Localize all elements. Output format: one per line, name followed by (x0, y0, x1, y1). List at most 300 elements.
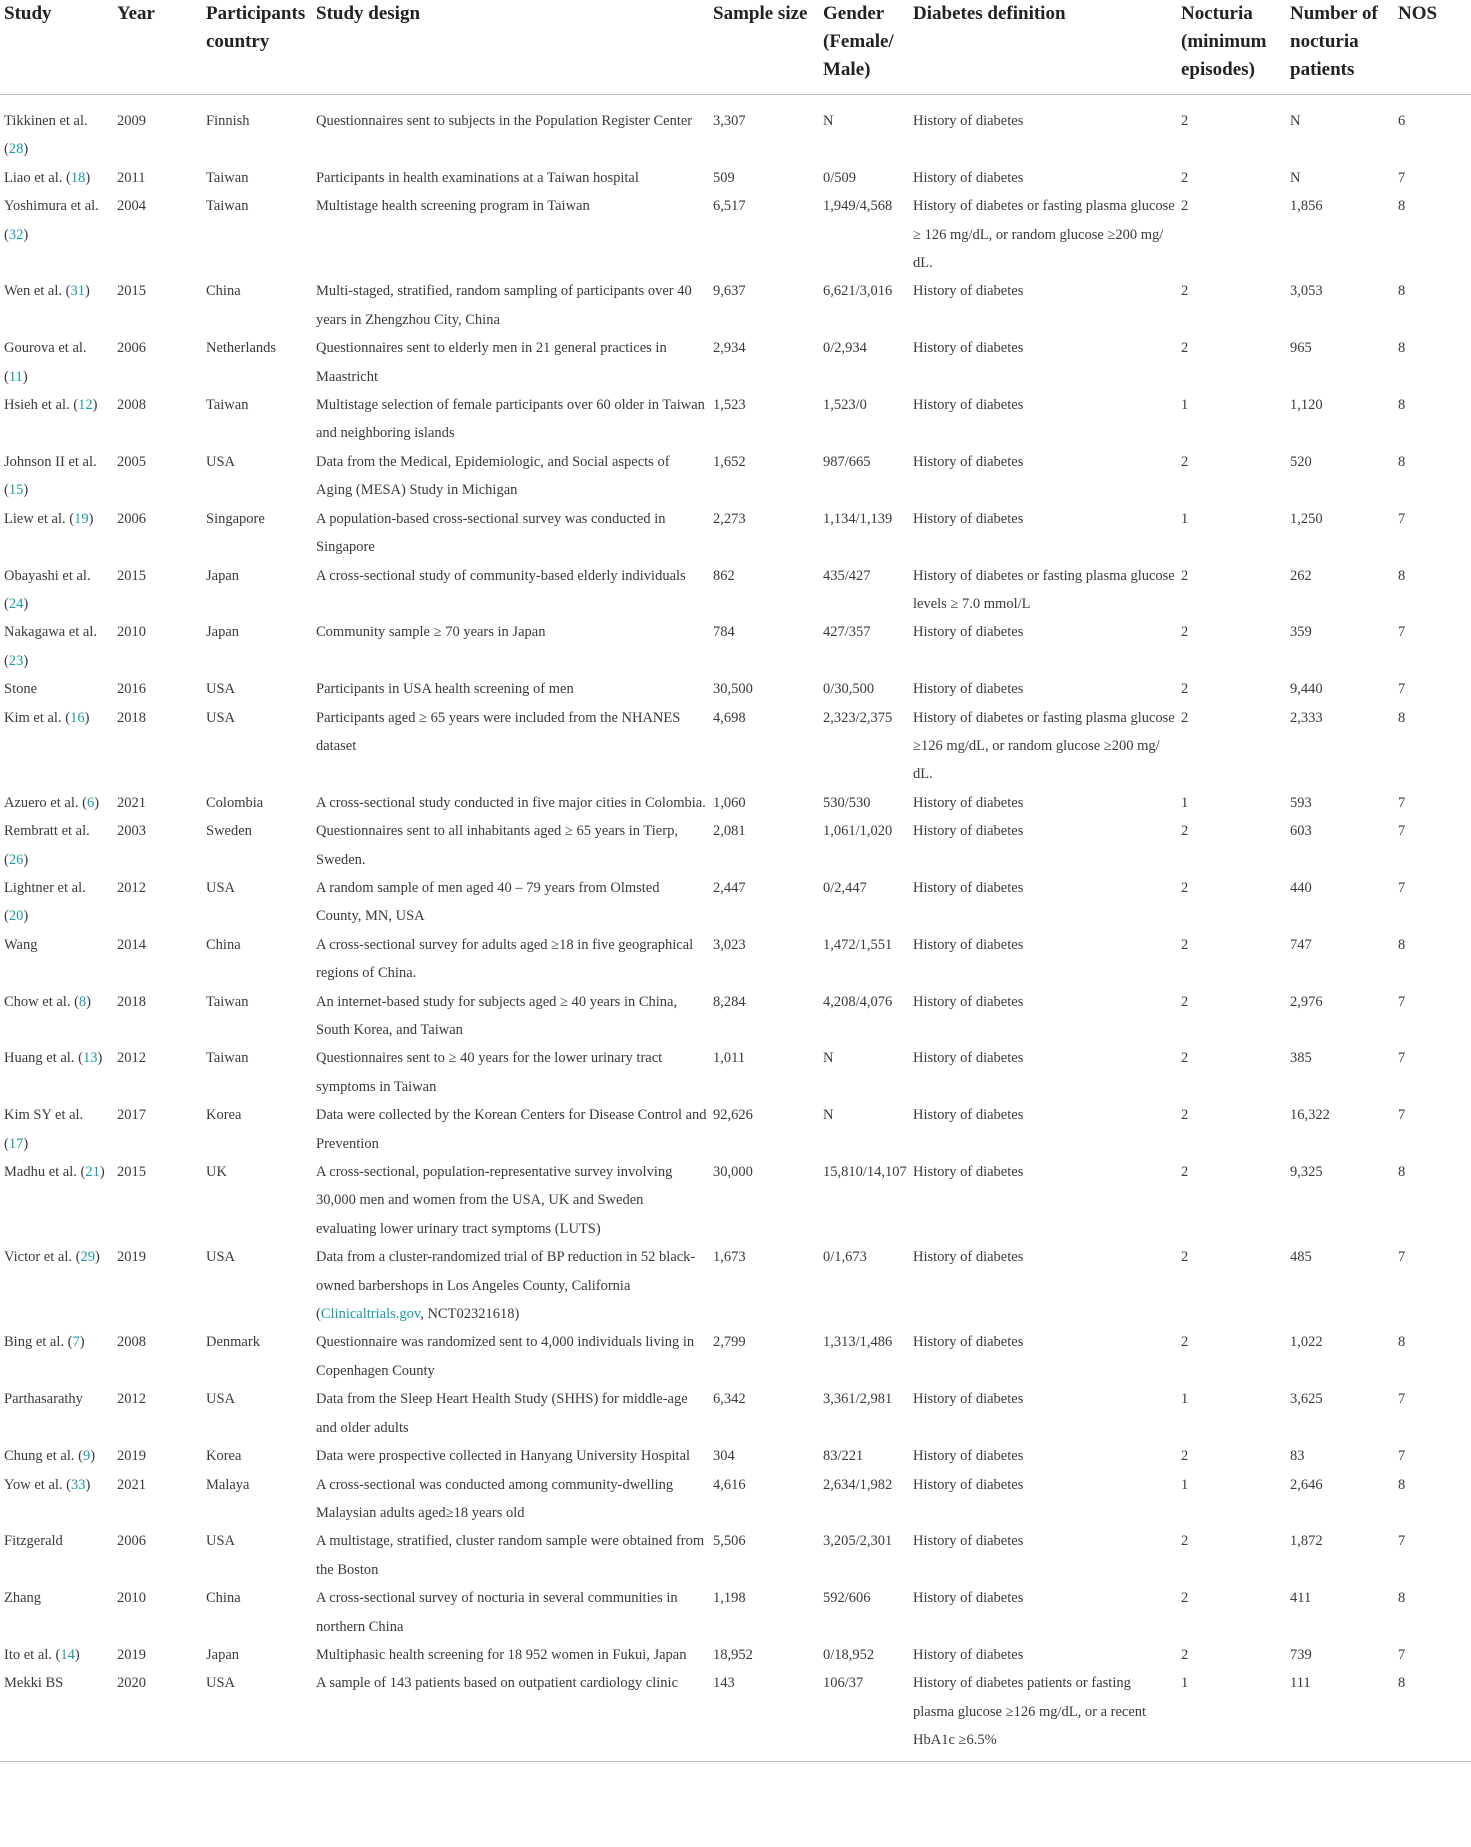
cell-year: 2004 (117, 198, 146, 215)
reference-link[interactable]: 6 (86, 794, 95, 811)
cell-sample-size: 2,934 (713, 340, 746, 357)
cell-design (312, 1527, 709, 1584)
cell-design (312, 618, 709, 675)
cell-gender: 987/665 (823, 453, 871, 470)
cell-country: Finnish (206, 113, 250, 129)
cell-design: Data from a cluster-randomized trial of BP reduction in 52 black-owned barbershops in Los Angeles County, California (Clinicaltrials.gov, NCT02321618) (316, 1249, 696, 1323)
reference-link[interactable]: 11 (8, 368, 23, 385)
cell-study (0, 931, 113, 988)
cell-study: Yoshimura et al. (32) (4, 198, 99, 243)
cell-sample-size: 1,198 (713, 1590, 746, 1607)
cell-year: 2019 (117, 1448, 146, 1465)
cell-design (312, 817, 709, 874)
cell-year: 2019 (117, 1249, 146, 1266)
cell-year: 2014 (117, 936, 146, 953)
study-name: Zhang (4, 1590, 42, 1607)
cell-design (312, 562, 709, 619)
cell-nocturia-episodes: 2 (1181, 624, 1189, 641)
cell-gender: 83/221 (823, 1448, 864, 1465)
design-text: A cross-sectional, population-representative survey involving 30,000 men and women from the USA, UK and Sweden evaluating lower urinary tract symptoms (LUTS) (316, 1164, 673, 1237)
cell-year: 2006 (117, 510, 146, 527)
reference-link[interactable]: 33 (71, 1476, 86, 1493)
cell-study: Hsieh et al. (12) (4, 397, 98, 414)
cell-diabetes-definition: History of diabetes or fasting plasma glucose ≥126 mg/dL, or random glucose ≥200 mg/ dL. (913, 709, 1175, 783)
cell-study (0, 1669, 113, 1754)
reference-link[interactable]: 24 (8, 595, 24, 612)
reference-link[interactable]: 8 (78, 993, 87, 1010)
study-name: Madhu et al. (4, 1164, 77, 1181)
cell-gender: 1,523/0 (823, 397, 867, 414)
cell-year: 2006 (117, 1533, 146, 1550)
cell-diabetes-definition: History of diabetes (913, 879, 1024, 896)
design-text: Questionnaires sent to ≥ 40 years for the lower urinary tract symptoms in Taiwan (316, 1050, 663, 1095)
cell-sample-size: 143 (713, 1675, 735, 1692)
design-text: Community sample ≥ 70 years in Japan (316, 624, 546, 641)
design-text: Participants aged ≥ 65 years were included from the NHANES dataset (316, 709, 681, 754)
cell-nocturia-episodes: 2 (1181, 1164, 1189, 1181)
design-text: Questionnaire was randomized sent to 4,000 individuals living in Copenhagen County (316, 1334, 695, 1379)
cell-gender: 0/509 (823, 169, 857, 186)
cell-nos: 8 (1398, 936, 1406, 953)
table-row (0, 164, 1471, 192)
design-tail: , NCT02321618) (420, 1306, 520, 1323)
cell-nocturia-patients: 2,333 (1290, 709, 1323, 726)
cell-nos: 7 (1398, 1249, 1406, 1266)
cell-design (312, 1641, 709, 1669)
cell-gender: 592/606 (823, 1590, 871, 1607)
cell-sample-size: 30,000 (713, 1164, 753, 1181)
cell-design (312, 704, 709, 789)
table-row (0, 1044, 1471, 1101)
reference-link[interactable]: 29 (80, 1249, 95, 1266)
cell-design (312, 1385, 709, 1442)
cell-nos: 7 (1398, 1050, 1406, 1067)
table-row (0, 789, 1471, 817)
cell-diabetes-definition: History of diabetes or fasting plasma glucose levels ≥ 7.0 mmol/L (913, 567, 1175, 612)
cell-gender: 6,621/3,016 (823, 283, 893, 300)
cell-study: Chung et al. (9) (4, 1448, 96, 1465)
cell-gender: N (823, 113, 834, 129)
table-row (0, 448, 1471, 505)
cell-diabetes-definition: History of diabetes (913, 397, 1024, 414)
cell-study: Kim et al. (16) (4, 709, 90, 726)
cell-study: Lightner et al. (20) (4, 879, 86, 925)
cell-nocturia-patients: 83 (1290, 1448, 1305, 1465)
cell-sample-size: 2,799 (713, 1334, 746, 1351)
cell-country: Korea (206, 1448, 242, 1465)
study-name: Chung et al. (4, 1448, 75, 1465)
cell-study (0, 675, 113, 703)
table-row (0, 1158, 1471, 1243)
design-text: A population-based cross-sectional survey was conducted in Singapore (316, 510, 666, 556)
study-name: Gourova et al. (4, 340, 87, 357)
cell-nocturia-episodes: 2 (1181, 1249, 1189, 1266)
cell-nocturia-patients: 1,856 (1290, 198, 1323, 215)
cell-nocturia-patients: 3,053 (1290, 283, 1323, 300)
study-name: Parthasarathy (4, 1391, 83, 1408)
cell-nocturia-patients: 1,250 (1290, 510, 1323, 527)
cell-study: Wen et al. (31) (4, 283, 90, 300)
cell-year: 2012 (117, 1391, 146, 1408)
cell-design (312, 1669, 709, 1754)
study-name: Wen et al. (4, 283, 63, 300)
reference-link[interactable]: 20 (8, 908, 24, 925)
cell-study: Chow et al. (8) (4, 993, 92, 1010)
design-text: Questionnaires sent to all inhabitants aged ≥ 65 years in Tierp, Sweden. (316, 823, 678, 868)
reference-link[interactable]: 9 (82, 1448, 91, 1465)
study-name: Kim et al. (4, 709, 62, 726)
cell-nocturia-episodes: 2 (1181, 709, 1189, 726)
cell-country: Taiwan (206, 1050, 249, 1067)
cell-nocturia-episodes: 2 (1181, 1050, 1189, 1067)
cell-country: Denmark (206, 1334, 260, 1351)
header-design: Study design (312, 0, 709, 95)
cell-nocturia-episodes: 2 (1181, 283, 1189, 300)
cell-nocturia-episodes: 2 (1181, 1590, 1189, 1607)
cell-design (312, 277, 709, 334)
cell-nocturia-patients: 440 (1290, 879, 1312, 896)
cell-nocturia-patients: N (1290, 113, 1301, 129)
study-name: Stone (4, 681, 38, 698)
cell-diabetes-definition: History of diabetes (913, 1249, 1024, 1266)
study-name: Chow et al. (4, 993, 71, 1010)
cell-diabetes-definition: History of diabetes (913, 1391, 1024, 1408)
design-text: A cross-sectional was conducted among community-dwelling Malaysian adults aged≥18 years old (316, 1476, 674, 1521)
header-diabetes-definition: Diabetes definition (909, 0, 1177, 95)
cell-diabetes-definition: History of diabetes (913, 624, 1024, 641)
cell-country: USA (206, 709, 236, 726)
cell-country: USA (206, 453, 236, 470)
cell-nocturia-patients: 1,022 (1290, 1334, 1323, 1351)
table-row (0, 817, 1471, 874)
cell-nocturia-patients: 3,625 (1290, 1391, 1323, 1408)
table-row (0, 1527, 1471, 1584)
cell-study: Rembratt et al. (26) (4, 823, 90, 868)
study-name: Yoshimura et al. (4, 198, 99, 215)
cell-study: Obayashi et al. (24) (4, 567, 91, 612)
header-sample-size: Sample size (709, 0, 819, 95)
reference-link[interactable]: 16 (70, 709, 85, 726)
cell-nocturia-patients: 965 (1290, 340, 1312, 357)
cell-nocturia-patients: 16,322 (1290, 1107, 1330, 1124)
cell-diabetes-definition: History of diabetes (913, 113, 1024, 129)
cell-study (0, 1527, 113, 1584)
cell-nos: 8 (1398, 567, 1406, 584)
design-text: A sample of 143 patients based on outpatient cardiology clinic (316, 1675, 679, 1692)
table-row (0, 95, 1471, 164)
cell-year: 2017 (117, 1107, 146, 1124)
cell-nocturia-episodes: 2 (1181, 1334, 1189, 1351)
cell-sample-size: 784 (713, 624, 735, 641)
table-row (0, 988, 1471, 1045)
reference-link[interactable]: 32 (8, 226, 24, 243)
cell-study: Liao et al. (18) (4, 169, 91, 186)
study-name: Johnson II et al. (4, 453, 97, 470)
cell-gender: N (823, 1107, 834, 1124)
cell-nos: 7 (1398, 993, 1406, 1010)
cell-sample-size: 18,952 (713, 1646, 753, 1663)
cell-nocturia-patients: 2,646 (1290, 1476, 1323, 1493)
reference-link[interactable]: 21 (85, 1164, 100, 1181)
study-name: Victor et al. (4, 1249, 72, 1266)
cell-study: Gourova et al. (11) (4, 340, 87, 385)
cell-year: 2005 (117, 453, 146, 470)
cell-country: USA (206, 1391, 236, 1408)
cell-gender: 15,810/14,107 (823, 1164, 907, 1181)
table-row (0, 1669, 1471, 1754)
study-name: Mekki BS (4, 1675, 64, 1692)
reference-link[interactable]: 12 (78, 397, 93, 414)
reference-link[interactable]: 28 (8, 141, 24, 158)
table-body (0, 95, 1471, 1755)
cell-nocturia-patients: N (1290, 169, 1301, 186)
cell-sample-size: 9,637 (713, 283, 746, 300)
cell-sample-size: 1,652 (713, 453, 746, 470)
reference-link[interactable]: 19 (74, 510, 89, 527)
cell-nocturia-episodes: 2 (1181, 567, 1189, 584)
cell-design (312, 192, 709, 277)
cell-nos: 8 (1398, 1476, 1406, 1493)
cell-design (312, 789, 709, 817)
cell-nocturia-episodes: 2 (1181, 169, 1189, 186)
cell-design (312, 1158, 709, 1243)
reference-link[interactable]: 31 (70, 283, 85, 300)
cell-nocturia-episodes: 1 (1181, 1476, 1189, 1493)
bottom-rule (0, 1761, 1471, 1762)
cell-diabetes-definition: History of diabetes (913, 1164, 1024, 1181)
reference-link[interactable]: 15 (8, 482, 24, 499)
cell-sample-size: 4,698 (713, 709, 746, 726)
cell-sample-size: 1,011 (713, 1050, 746, 1067)
cell-nocturia-patients: 603 (1290, 823, 1312, 840)
study-name: Kim SY et al. (4, 1107, 84, 1124)
cell-gender: 1,061/1,020 (823, 823, 893, 840)
cell-year: 2006 (117, 340, 146, 357)
header-row (0, 0, 1471, 95)
cell-nos: 8 (1398, 340, 1406, 357)
cell-nos: 8 (1398, 283, 1406, 300)
cell-design (312, 164, 709, 192)
reference-link[interactable]: 26 (8, 851, 24, 868)
cell-nos: 8 (1398, 397, 1406, 414)
cell-country: Netherlands (206, 340, 277, 357)
cell-sample-size: 30,500 (713, 681, 753, 698)
cell-nocturia-patients: 485 (1290, 1249, 1312, 1266)
cell-nos: 7 (1398, 681, 1406, 698)
cell-sample-size: 5,506 (713, 1533, 746, 1550)
cell-sample-size: 6,517 (713, 198, 746, 215)
cell-gender: 1,472/1,551 (823, 936, 893, 953)
cell-year: 2010 (117, 624, 146, 641)
table-row (0, 704, 1471, 789)
cell-sample-size: 304 (713, 1448, 735, 1465)
cell-nocturia-episodes: 2 (1181, 113, 1189, 129)
cell-year: 2018 (117, 993, 146, 1010)
study-name: Yow et al. (4, 1476, 63, 1493)
cell-diabetes-definition: History of diabetes (913, 340, 1024, 357)
cell-year: 2008 (117, 1334, 146, 1351)
cell-gender: 4,208/4,076 (823, 993, 893, 1010)
cell-year: 2020 (117, 1675, 146, 1692)
design-text: A cross-sectional survey of nocturia in several communities in northern China (316, 1590, 678, 1635)
cell-country: USA (206, 1533, 236, 1550)
cell-nocturia-episodes: 2 (1181, 936, 1189, 953)
reference-link[interactable]: 17 (8, 1135, 24, 1152)
cell-country: Japan (206, 567, 240, 584)
cell-gender: 0/1,673 (823, 1249, 867, 1266)
cell-sample-size: 1,673 (713, 1249, 746, 1266)
cell-nocturia-episodes: 2 (1181, 453, 1189, 470)
cell-nocturia-patients: 111 (1290, 1675, 1311, 1692)
cell-nocturia-patients: 520 (1290, 453, 1312, 470)
table-row (0, 1641, 1471, 1669)
table-row (0, 1328, 1471, 1385)
table-row (0, 277, 1471, 334)
cell-sample-size: 92,626 (713, 1107, 753, 1124)
cell-nocturia-patients: 262 (1290, 567, 1312, 584)
cell-country: Taiwan (206, 397, 249, 414)
cell-country: Sweden (206, 823, 252, 840)
cell-country: UK (206, 1164, 227, 1181)
cell-diabetes-definition: History of diabetes (913, 993, 1024, 1010)
cell-sample-size: 2,447 (713, 879, 746, 896)
reference-link[interactable]: 13 (82, 1050, 98, 1067)
registry-link[interactable]: Clinicaltrials.gov (320, 1306, 421, 1323)
cell-design (312, 334, 709, 391)
design-text: Data from a cluster-randomized trial of BP reduction in 52 black-owned barbershops in Los Angeles County, California (316, 1249, 696, 1294)
cell-sample-size: 509 (713, 169, 735, 186)
cell-nocturia-episodes: 2 (1181, 993, 1189, 1010)
cell-nocturia-patients: 739 (1290, 1646, 1312, 1663)
cell-study: Huang et al. (13) (4, 1050, 103, 1067)
cell-year: 2019 (117, 1646, 146, 1663)
cell-year: 2011 (117, 169, 146, 186)
table-row (0, 1442, 1471, 1470)
cell-nocturia-episodes: 2 (1181, 1646, 1189, 1663)
cell-design (312, 1101, 709, 1158)
cell-country: Taiwan (206, 169, 249, 186)
reference-link[interactable]: 14 (60, 1646, 75, 1663)
cell-nocturia-episodes: 1 (1181, 397, 1189, 414)
design-text: Data from the Medical, Epidemiologic, and Social aspects of Aging (MESA) Study in Michigan (316, 453, 670, 499)
table-row (0, 1385, 1471, 1442)
cell-study: Kim SY et al. (17) (4, 1107, 84, 1152)
header-nocturia-episodes: Nocturia (minimum episodes) (1177, 0, 1286, 95)
cell-nocturia-patients: 9,440 (1290, 681, 1323, 698)
cell-study: Tikkinen et al. (28) (4, 113, 88, 158)
cell-nos: 8 (1398, 1675, 1406, 1692)
design-text: Multi-staged, stratified, random sampling of participants over 40 years in Zhengzhou City, China (316, 283, 692, 328)
cell-nocturia-episodes: 2 (1181, 198, 1189, 215)
cell-year: 2012 (117, 879, 146, 896)
table-row (0, 675, 1471, 703)
design-text: Data were collected by the Korean Centers for Disease Control and Prevention (316, 1107, 707, 1152)
design-text: Participants in USA health screening of men (316, 681, 574, 698)
cell-year: 2021 (117, 1476, 146, 1493)
reference-link[interactable]: 7 (72, 1334, 80, 1351)
design-text: A cross-sectional study of community-based elderly individuals (316, 567, 686, 584)
cell-nocturia-patients: 1,872 (1290, 1533, 1323, 1550)
design-text: Multistage selection of female participants over 60 older in Taiwan and neighboring islands (316, 397, 705, 442)
table-row (0, 1471, 1471, 1528)
cell-diabetes-definition: History of diabetes (913, 1476, 1024, 1493)
design-text: A multistage, stratified, cluster random sample were obtained from the Boston (316, 1533, 705, 1578)
reference-link[interactable]: 23 (8, 652, 24, 669)
cell-nos: 8 (1398, 1334, 1406, 1351)
cell-study (0, 1584, 113, 1641)
table-row (0, 1584, 1471, 1641)
cell-year: 2012 (117, 1050, 146, 1067)
cell-study: Liew et al. (19) (4, 510, 94, 527)
reference-link[interactable]: 18 (70, 169, 86, 186)
cell-gender: 1,134/1,139 (823, 510, 893, 527)
cell-year: 2021 (117, 794, 146, 811)
cell-nocturia-episodes: 1 (1181, 510, 1189, 527)
cell-design (312, 1442, 709, 1470)
cell-gender: 0/30,500 (823, 681, 875, 698)
table-row (0, 334, 1471, 391)
cell-gender: 0/18,952 (823, 1646, 875, 1663)
cell-study: Ito et al. (14) (4, 1646, 80, 1663)
cell-year: 2016 (117, 681, 146, 698)
header-nocturia-patients: Number of nocturia patients (1286, 0, 1394, 95)
cell-diabetes-definition: History of diabetes (913, 1533, 1024, 1550)
cell-nos: 8 (1398, 453, 1406, 470)
cell-country: Colombia (206, 794, 264, 811)
cell-nos: 7 (1398, 1646, 1406, 1663)
design-text: Questionnaires sent to subjects in the Population Register Center (316, 113, 693, 129)
cell-gender: 530/530 (823, 794, 871, 811)
cell-nocturia-patients: 385 (1290, 1050, 1312, 1067)
cell-country: Taiwan (206, 993, 249, 1010)
cell-diabetes-definition: History of diabetes (913, 453, 1024, 470)
cell-nocturia-patients: 593 (1290, 794, 1312, 811)
cell-gender: 1,313/1,486 (823, 1334, 893, 1351)
table-row (0, 874, 1471, 931)
table-row (0, 1243, 1471, 1328)
cell-diabetes-definition: History of diabetes (913, 1590, 1024, 1607)
cell-nos: 6 (1398, 113, 1406, 129)
cell-gender: 427/357 (823, 624, 871, 641)
cell-sample-size: 4,616 (713, 1476, 746, 1493)
design-text: A cross-sectional study conducted in five major cities in Colombia. (316, 794, 706, 811)
cell-diabetes-definition: History of diabetes (913, 794, 1024, 811)
cell-study: Nakagawa et al. (23) (4, 624, 97, 669)
cell-diabetes-definition: History of diabetes (913, 169, 1024, 186)
cell-nocturia-episodes: 1 (1181, 1675, 1189, 1692)
cell-sample-size: 862 (713, 567, 735, 584)
cell-nos: 8 (1398, 1590, 1406, 1607)
cell-design (312, 505, 709, 562)
table-row (0, 618, 1471, 675)
cell-year: 2008 (117, 397, 146, 414)
design-text: Multiphasic health screening for 18 952 women in Fukui, Japan (316, 1646, 687, 1663)
cell-country: USA (206, 681, 236, 698)
study-name: Wang (4, 936, 38, 953)
cell-nocturia-patients: 2,976 (1290, 993, 1323, 1010)
cell-nos: 7 (1398, 794, 1406, 811)
study-name: Fitzgerald (4, 1533, 63, 1550)
cell-country: Japan (206, 1646, 240, 1663)
cell-gender: N (823, 1050, 834, 1067)
cell-sample-size: 1,523 (713, 397, 746, 414)
cell-sample-size: 3,023 (713, 936, 746, 953)
cell-nos: 8 (1398, 198, 1406, 215)
cell-nocturia-patients: 359 (1290, 624, 1312, 641)
cell-year: 2009 (117, 113, 146, 129)
cell-nos: 8 (1398, 709, 1406, 726)
study-name: Azuero et al. (4, 794, 79, 811)
